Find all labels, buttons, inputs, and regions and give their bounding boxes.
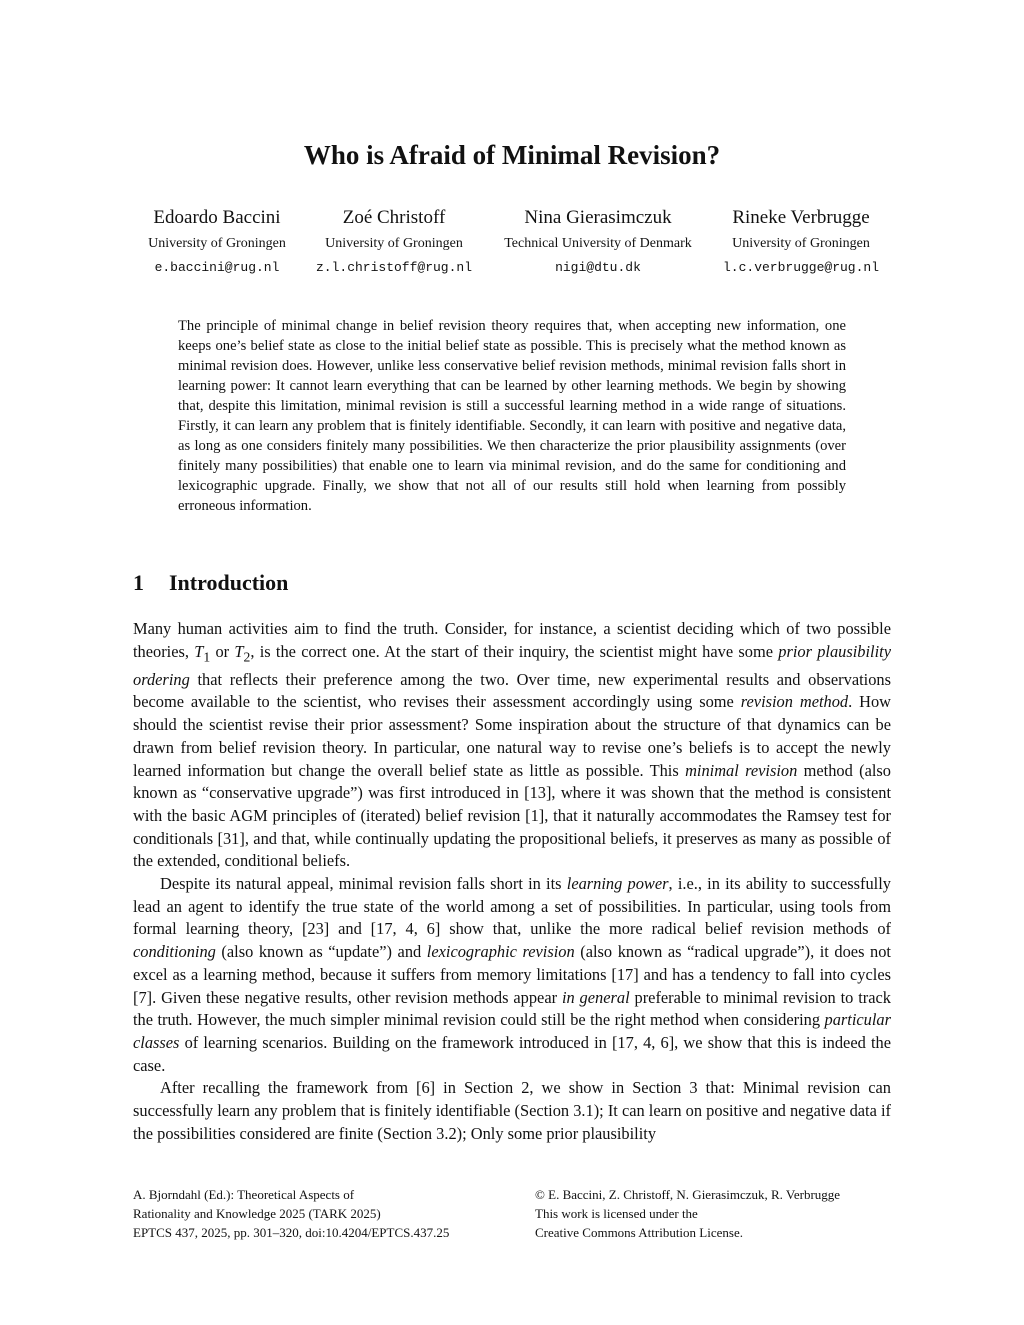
text-run: of learning scenarios. Building on the framework introduced in [17, 4, 6], we show that this is indeed the case. <box>133 1032 891 1075</box>
abstract: The principle of minimal change in belief revision theory requires that, when accepting new information, one keeps one’s belief state as close to the initial belief state as possible. This is precisely what the method known as minimal revision does. However, unlike less conservative belief revision methods, minimal revision falls short in learning power: It cannot learn everything that can be learned by other learning methods. We begin by showing that, despite this limitation, minimal revision is still a successful learning method in a wide range of situations. Firstly, it can learn any problem that is finitely identifiable. Secondly, it can learn with positive and negative data, as long as one considers finitely many possibilities. We then characterize the prior plausibility assignments (over finitely many possibilities) that enable one to learn via minimal revision, and do the same for conditioning and lexicographic upgrade. Finally, we show that not all of our results still hold when learning from possibly erroneous information. <box>178 318 846 514</box>
author-name: Edoardo Baccini <box>153 207 281 228</box>
author-email[interactable]: nigi@dtu.dk <box>555 260 641 275</box>
text-run: , is the correct one. At the start of their inquiry, the scientist might have some <box>250 641 779 661</box>
emphasis: learning power <box>566 874 669 894</box>
section-heading <box>133 570 288 596</box>
text-run: or <box>210 641 235 661</box>
author-affiliation: University of Groningen <box>732 236 870 251</box>
text-run: , i.e., in its ability to successfully lead an agent to identify the true state of the world among a set of possibilities. In particular, using tools from formal learning theory, [23] and [17, 4, 6] show that, unlike the more radical belief revision methods of <box>133 874 891 939</box>
footer-line: Rationality and Knowledge 2025 (TARK 2025) <box>133 1206 381 1221</box>
author-email[interactable]: e.baccini@rug.nl <box>154 260 280 275</box>
footer-line: © E. Baccini, Z. Christoff, N. Gierasimczuk, R. Verbrugge <box>535 1187 841 1202</box>
math-sub: 2 <box>243 648 251 664</box>
math-var: T <box>234 641 244 661</box>
author-email[interactable]: z.l.christoff@rug.nl <box>315 260 473 275</box>
emphasis: minimal revision <box>685 760 798 780</box>
footer-line: EPTCS 437, 2025, pp. 301–320, doi:10.4204/EPTCS.437.25 <box>133 1225 450 1240</box>
text-run: method (also known as “conservative upgrade”) was first introduced in [13], where it was shown that the method is consistent with the basic AGM principles of (iterated) belief revision [1], that it naturally accommodates the Ramsey test for conditionals [31], and that, while continually updating the propositional beliefs, it preserves as many as possible of the extended, conditional beliefs. <box>133 760 891 871</box>
text-run: (also known as “radical upgrade”), it does not excel as a learning method, because it suffers from memory limitations [17] and has a tendency to fall into cycles [7]. Given these negative results, other revision methods appear <box>133 942 891 1007</box>
author-affiliation: University of Groningen <box>325 236 463 251</box>
author-name: Zoé Christoff <box>342 207 446 228</box>
emphasis: prior plausibility ordering <box>133 641 891 689</box>
emphasis: particular classes <box>133 1010 891 1052</box>
emphasis: in general <box>561 987 630 1007</box>
footer-line: A. Bjorndahl (Ed.): Theoretical Aspects of <box>133 1187 355 1202</box>
author-email[interactable]: l.c.verbrugge@rug.nl <box>722 260 880 275</box>
footer-left <box>133 1185 513 1242</box>
math-var: T <box>194 641 204 661</box>
author-name: Nina Gierasimczuk <box>524 207 672 228</box>
author-affiliation: University of Groningen <box>148 236 286 251</box>
paragraph <box>133 618 891 873</box>
footer-line[interactable]: Creative Commons Attribution License. <box>535 1225 743 1240</box>
author-block <box>492 206 704 278</box>
math-sub: 1 <box>203 648 211 664</box>
text-run: Many human activities aim to find the truth. Consider, for instance, a scientist deciding which of two possible theories, <box>133 619 891 661</box>
section-number: 1 <box>133 570 144 595</box>
footer-right <box>535 1185 895 1242</box>
body-text <box>133 618 891 1145</box>
emphasis: revision method <box>740 692 849 712</box>
paper-title: Who is Afraid of Minimal Revision? <box>303 140 721 170</box>
text-run: preferable to minimal revision to track the truth. However, the much simpler minimal revision could still be the right method when considering <box>133 987 892 1030</box>
section-title: Introduction <box>169 570 289 595</box>
text-run: (also known as “update”) and <box>215 942 427 962</box>
author-block <box>310 206 478 278</box>
author-name: Rineke Verbrugge <box>732 207 870 228</box>
text-run: . How should the scientist revise their prior assessment? Some inspiration about the structure of that dynamics can be drawn from belief revision theory. In particular, one natural way to revise one’s beliefs is to accept the newly learned information but change the overall belief state as little as possible. This <box>133 692 892 780</box>
author-block <box>715 206 887 278</box>
paragraph <box>133 873 891 1077</box>
author-affiliation: Technical University of Denmark <box>504 236 692 251</box>
text-run: Despite its natural appeal, minimal revision falls short in its <box>160 874 567 894</box>
author-block <box>131 206 303 278</box>
text-run: that reflects their preference among the two. Over time, new experimental results and observations become available to the scientist, who revises their assessment accordingly using some <box>133 669 891 712</box>
emphasis: lexicographic revision <box>426 942 575 962</box>
emphasis: conditioning <box>133 942 216 962</box>
footer-line: This work is licensed under the <box>535 1206 698 1221</box>
paragraph: After recalling the framework from [6] in Section 2, we show in Section 3 that: Minimal revision can successfully learn any problem that is finitely identifiable (Section 3.1); It can learn on positive and negative data if the possibilities considered are finite (Section 3.2); Only some prior plausibility <box>133 1078 891 1143</box>
